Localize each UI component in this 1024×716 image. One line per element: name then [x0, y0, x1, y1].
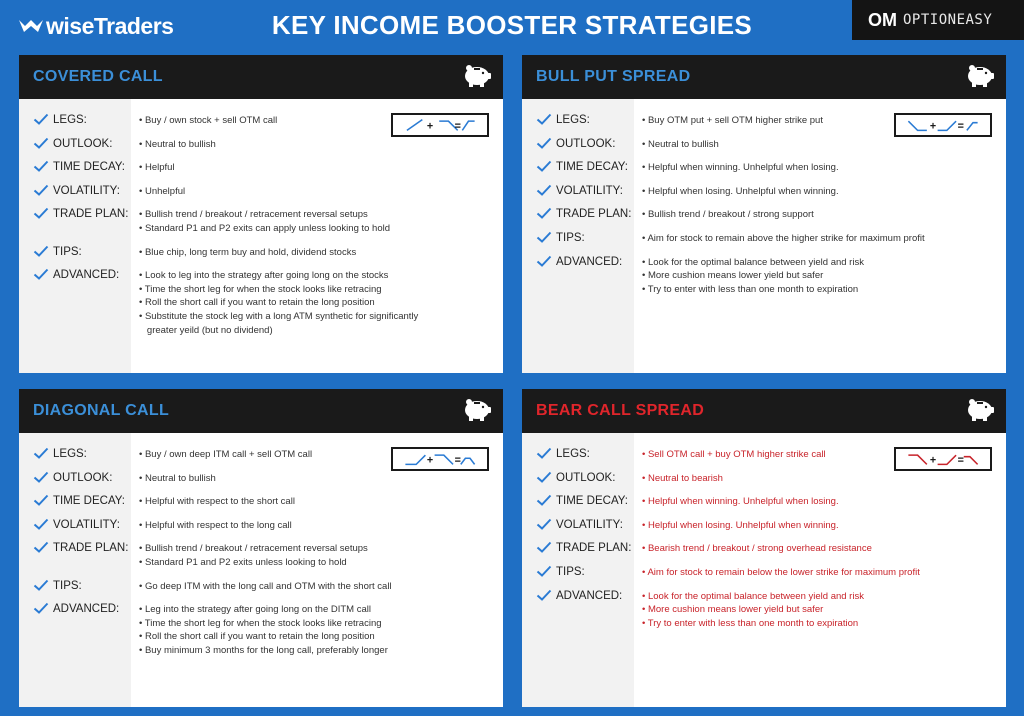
payoff-equals: =	[454, 454, 461, 467]
check-icon	[33, 541, 49, 557]
row-label	[19, 113, 131, 137]
strategy-rows	[19, 447, 503, 667]
row-label-text: VOLATILITY:	[53, 184, 120, 197]
row-value	[634, 494, 839, 518]
row-label-text: LEGS:	[53, 114, 87, 126]
card-header	[522, 389, 1006, 433]
row-value-line: • Helpful with respect to the long call	[139, 519, 292, 531]
row-value-line: • Roll the short call if you want to retain the long position	[139, 297, 375, 309]
check-icon	[33, 184, 49, 200]
strategy-row	[522, 231, 1006, 255]
card-title: BULL PUT SPREAD	[536, 68, 691, 85]
row-label-text: VOLATILITY:	[556, 518, 623, 531]
row-label	[522, 589, 634, 640]
strategy-row	[522, 518, 1006, 542]
row-label	[19, 518, 131, 542]
row-label	[522, 494, 634, 518]
card-header	[19, 389, 503, 433]
payoff-diagram	[391, 113, 489, 137]
strategy-row	[19, 602, 503, 666]
row-value-line: • Blue chip, long term buy and hold, dividend stocks	[139, 246, 357, 258]
row-label	[522, 541, 634, 565]
row-value	[131, 494, 295, 518]
brand-left-text: wiseTraders	[46, 12, 174, 39]
strategy-row	[19, 268, 503, 346]
strategy-row	[522, 160, 1006, 184]
row-value-line: • Helpful when winning. Unhelpful when losing.	[642, 496, 839, 508]
check-icon	[536, 471, 552, 487]
row-label	[19, 471, 131, 495]
row-value	[131, 518, 292, 542]
strategy-row	[19, 184, 503, 208]
row-value	[131, 184, 185, 208]
row-value	[131, 579, 392, 603]
row-value	[131, 137, 216, 161]
row-value-line: • Neutral to bullish	[139, 138, 216, 150]
card-title: COVERED CALL	[33, 68, 163, 85]
card-body	[522, 433, 1006, 707]
row-value-line: • Aim for stock to remain below the lower strike for maximum profit	[642, 566, 920, 578]
strategy-row	[19, 541, 503, 578]
page-title: KEY INCOME BOOSTER STRATEGIES	[271, 10, 753, 40]
row-value-line: • Helpful when winning. Unhelpful when losing.	[642, 162, 839, 174]
card-title: DIAGONAL CALL	[33, 402, 170, 419]
piggy-bank-icon	[964, 62, 996, 93]
strategy-row	[19, 207, 503, 244]
row-value-line: • Buy / own stock + sell OTM call	[139, 115, 278, 126]
payoff-diagram	[391, 447, 489, 471]
check-icon	[536, 137, 552, 153]
payoff-diagram	[894, 447, 992, 471]
row-label-text: TIPS:	[556, 565, 585, 578]
row-label	[522, 207, 634, 231]
strategy-row	[522, 207, 1006, 231]
row-value-line: • Buy / own deep ITM call + sell OTM call	[139, 449, 313, 460]
row-value-line: • Helpful when losing. Unhelpful when winning.	[642, 185, 839, 197]
row-value-line: • Bullish trend / breakout / retracement reversal setups	[139, 543, 368, 555]
row-label	[19, 268, 131, 346]
row-value-line: • Sell OTM call + buy OTM higher strike call	[642, 449, 826, 460]
row-label-text: LEGS:	[556, 114, 590, 126]
payoff-plus: +	[929, 120, 937, 133]
row-value-line: • More cushion means lower yield but safer	[642, 604, 824, 616]
check-icon	[536, 541, 552, 557]
row-label	[19, 184, 131, 208]
brand-right-mark: OM	[868, 9, 897, 30]
check-icon	[33, 207, 49, 223]
check-icon	[536, 494, 552, 510]
strategy-rows	[522, 113, 1006, 305]
row-label-text: TRADE PLAN:	[556, 208, 632, 221]
row-label	[522, 160, 634, 184]
row-label-text: VOLATILITY:	[53, 518, 120, 531]
row-value-line: • Buy minimum 3 months for the long call, preferably longer	[139, 644, 388, 656]
card-body	[522, 99, 1006, 373]
row-label-text: TRADE PLAN:	[53, 208, 129, 221]
row-value-line: • Aim for stock to remain above the higher strike for maximum profit	[642, 232, 925, 244]
strategy-row	[19, 579, 503, 603]
check-icon	[33, 471, 49, 487]
row-label	[19, 207, 131, 244]
row-label-text: TIME DECAY:	[556, 495, 628, 508]
row-value-line: • Time the short leg for when the stock looks like retracing	[139, 617, 382, 629]
payoff-plus: +	[426, 454, 434, 467]
row-value-line: • Bullish trend / breakout / strong support	[642, 209, 814, 221]
row-value-line: • Standard P1 and P2 exits can apply unless looking to hold	[139, 222, 391, 234]
row-label	[522, 518, 634, 542]
row-value-line: • Look for the optimal balance between yield and risk	[642, 256, 864, 268]
check-icon	[536, 207, 552, 223]
check-icon	[33, 447, 49, 463]
check-icon	[33, 494, 49, 510]
strategy-row	[522, 589, 1006, 640]
row-value-line: • Neutral to bearish	[642, 472, 723, 484]
row-label	[522, 184, 634, 208]
check-icon	[33, 160, 49, 176]
row-value-line: • Look to leg into the strategy after going long on the stocks	[139, 270, 389, 282]
check-icon	[33, 137, 49, 153]
row-label	[522, 113, 634, 137]
row-label	[19, 541, 131, 578]
row-label	[19, 245, 131, 269]
strategy-row	[19, 137, 503, 161]
strategy-row	[522, 184, 1006, 208]
row-value	[131, 245, 356, 269]
row-label	[522, 231, 634, 255]
check-icon	[33, 518, 49, 534]
check-icon	[536, 113, 552, 129]
strategy-row	[522, 255, 1006, 306]
strategy-row	[522, 137, 1006, 161]
strategy-rows	[522, 447, 1006, 639]
row-label-text: LEGS:	[556, 448, 590, 460]
row-label-text: OUTLOOK:	[556, 471, 616, 484]
row-label-text: OUTLOOK:	[53, 137, 113, 150]
row-value-line: • Buy OTM put + sell OTM higher strike put	[642, 115, 823, 126]
row-label-text: VOLATILITY:	[556, 184, 623, 197]
card-diagonal-call	[19, 389, 503, 707]
row-label	[522, 137, 634, 161]
strategy-row	[522, 541, 1006, 565]
row-value	[634, 471, 723, 495]
row-label-text: TRADE PLAN:	[556, 542, 632, 555]
row-value	[634, 231, 925, 255]
row-label-text: TIME DECAY:	[53, 161, 125, 174]
check-icon	[536, 231, 552, 247]
strategy-row	[522, 471, 1006, 495]
check-icon	[536, 565, 552, 581]
row-value-line: • Time the short leg for when the stock looks like retracing	[139, 283, 382, 295]
row-value	[131, 447, 312, 471]
card-covered-call	[19, 55, 503, 373]
check-icon	[536, 160, 552, 176]
row-value-line: • Try to enter with less than one month to expiration	[642, 283, 859, 295]
row-label-text: ADVANCED:	[556, 255, 623, 268]
piggy-bank-icon	[461, 396, 493, 427]
row-label	[19, 137, 131, 161]
payoff-equals: =	[957, 454, 964, 467]
row-value	[634, 255, 864, 306]
row-value-line: • Neutral to bullish	[139, 472, 216, 484]
row-label-text: TRADE PLAN:	[53, 542, 129, 555]
strategy-row	[19, 471, 503, 495]
card-header	[19, 55, 503, 99]
strategy-row	[19, 494, 503, 518]
payoff-equals: =	[454, 120, 461, 133]
row-value	[131, 602, 388, 666]
strategy-rows	[19, 113, 503, 346]
row-value-line: • Substitute the stock leg with a long ATM synthetic for significantly	[139, 310, 419, 322]
row-label-text: TIPS:	[53, 579, 82, 592]
row-value	[634, 541, 872, 565]
row-label-text: LEGS:	[53, 448, 87, 460]
card-body	[19, 433, 503, 707]
check-icon	[536, 518, 552, 534]
row-label	[19, 579, 131, 603]
piggy-bank-icon	[461, 62, 493, 93]
row-value	[131, 268, 418, 346]
strategy-row	[522, 565, 1006, 589]
row-label-text: TIPS:	[556, 231, 585, 244]
row-value-line: • Bullish trend / breakout / retracement reversal setups	[139, 209, 368, 221]
row-value	[634, 113, 823, 137]
strategy-row	[19, 245, 503, 269]
row-label	[19, 447, 131, 471]
row-label	[522, 565, 634, 589]
row-value	[634, 160, 839, 184]
row-label-text: ADVANCED:	[53, 603, 120, 616]
optioneasy-logo	[852, 0, 1024, 40]
row-value-line: • Neutral to bullish	[642, 138, 719, 150]
check-icon	[33, 245, 49, 261]
row-label	[19, 494, 131, 518]
row-value-line: • Try to enter with less than one month to expiration	[642, 617, 859, 629]
row-label	[522, 471, 634, 495]
row-label-text: ADVANCED:	[556, 589, 623, 602]
row-label	[522, 255, 634, 306]
row-value	[131, 160, 175, 184]
strategy-row	[522, 494, 1006, 518]
row-label-text: TIPS:	[53, 245, 82, 258]
check-icon	[33, 602, 49, 618]
row-label-text: TIME DECAY:	[53, 495, 125, 508]
row-value	[131, 207, 390, 244]
card-body	[19, 99, 503, 373]
row-label	[522, 447, 634, 471]
row-value-line: • Standard P1 and P2 exits unless looking to hold	[139, 556, 347, 568]
brand-right-text: OPTIONEASY	[903, 12, 993, 28]
row-value-line: • Unhelpful	[139, 185, 186, 197]
row-label	[19, 602, 131, 666]
row-label-text: OUTLOOK:	[53, 471, 113, 484]
row-label	[19, 160, 131, 184]
row-value	[131, 113, 277, 137]
card-title: BEAR CALL SPREAD	[536, 402, 705, 419]
row-value-line: • Helpful when losing. Unhelpful when winning.	[642, 519, 839, 531]
row-value-line: • Bearish trend / breakout / strong overhead resistance	[642, 543, 872, 555]
card-header	[522, 55, 1006, 99]
row-value	[131, 471, 216, 495]
check-icon	[536, 589, 552, 605]
row-value-line: • Roll the short call if you want to retain the long position	[139, 631, 375, 643]
row-value-line: • Helpful	[139, 162, 175, 174]
row-value-line: • Look for the optimal balance between yield and risk	[642, 590, 864, 602]
row-value-line: • Leg into the strategy after going long on the DITM call	[139, 604, 371, 616]
row-value	[634, 565, 920, 589]
strategy-row	[19, 160, 503, 184]
check-icon	[536, 255, 552, 271]
row-label-text: ADVANCED:	[53, 269, 120, 282]
row-value	[634, 207, 814, 231]
card-bull-put-spread	[522, 55, 1006, 373]
card-bear-call-spread	[522, 389, 1006, 707]
row-label-text: OUTLOOK:	[556, 137, 616, 150]
row-value	[634, 447, 826, 471]
row-value	[131, 541, 368, 578]
row-value-line: • Helpful with respect to the short call	[139, 496, 295, 508]
row-label-text: TIME DECAY:	[556, 161, 628, 174]
payoff-diagram	[894, 113, 992, 137]
payoff-plus: +	[426, 120, 434, 133]
row-value-line: greater yeild (but no dividend)	[139, 324, 273, 336]
piggy-bank-icon	[964, 396, 996, 427]
row-value	[634, 184, 839, 208]
row-value	[634, 518, 839, 542]
row-value-line: • More cushion means lower yield but safer	[642, 270, 824, 282]
strategy-row	[19, 518, 503, 542]
check-icon	[536, 184, 552, 200]
row-value-line: • Go deep ITM with the long call and OTM with the short call	[139, 580, 392, 592]
row-value	[634, 137, 719, 161]
row-value	[634, 589, 864, 640]
check-icon	[536, 447, 552, 463]
check-icon	[33, 579, 49, 595]
payoff-equals: =	[957, 120, 964, 133]
check-icon	[33, 268, 49, 284]
check-icon	[33, 113, 49, 129]
payoff-plus: +	[929, 454, 937, 467]
